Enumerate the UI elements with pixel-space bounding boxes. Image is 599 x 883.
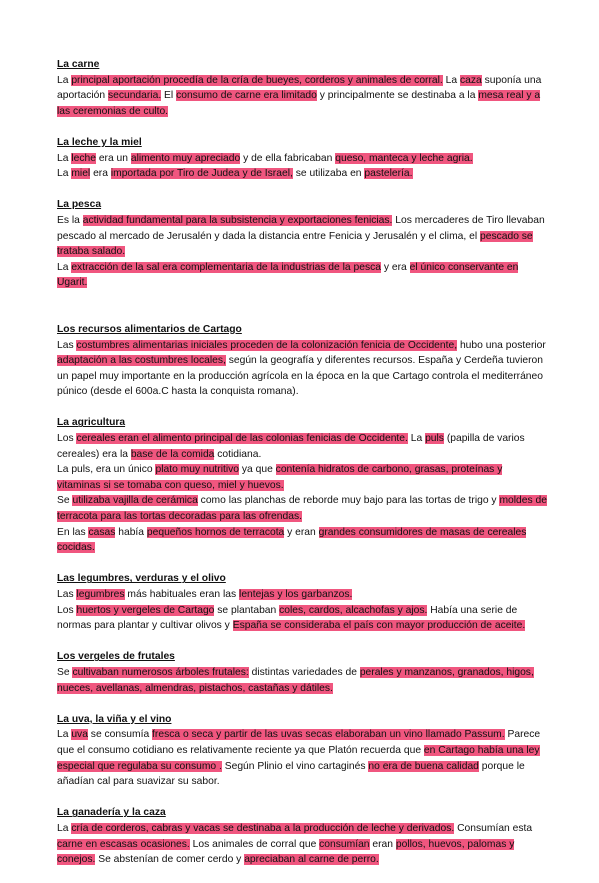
text-run: se consumía xyxy=(87,729,153,741)
text-run: se utilizaba en xyxy=(292,168,365,180)
highlighted-text: adaptación a las costumbres locales, xyxy=(57,355,226,367)
highlighted-text: mesa real y a las ceremonias de culto. xyxy=(57,90,541,117)
paragraph xyxy=(57,73,547,120)
highlighted-text: miel xyxy=(71,168,91,180)
highlighted-text: lentejas y los garbanzos. xyxy=(239,589,353,600)
paragraph xyxy=(57,431,547,462)
highlighted-text: legumbres xyxy=(76,589,125,600)
highlighted-text: utilizaba vajilla de cerámica xyxy=(72,495,198,507)
section xyxy=(57,805,547,867)
section xyxy=(57,571,547,633)
highlighted-text: cereales eran el alimento principal de las colonias fenicias de Occidente. xyxy=(76,433,408,445)
paragraph xyxy=(57,665,547,696)
text-run: Las xyxy=(57,589,77,600)
paragraph xyxy=(57,603,547,634)
text-run: Los animales de corral que xyxy=(189,838,320,850)
section-heading: La pesca xyxy=(57,199,102,211)
paragraph xyxy=(57,338,547,400)
text-run: Según Plinio el vino cartaginés xyxy=(221,760,369,772)
highlighted-text: plato muy nutritivo xyxy=(155,464,240,476)
section xyxy=(57,57,547,119)
text-run: Consumían esta xyxy=(454,822,533,834)
text-run: Las xyxy=(57,339,77,351)
paragraph xyxy=(57,727,547,789)
highlighted-text: importada por Tiro de Judea y de Israel, xyxy=(110,168,293,180)
text-run: más habituales eran las xyxy=(124,589,240,600)
highlighted-text: no era de buena calidad xyxy=(368,760,479,772)
highlighted-text: apreciaban al carne de perro. xyxy=(244,854,379,866)
text-run: según la geografía y diferentes recursos. España y Cerdeña tuvieron un papel muy importante en la producción agrícola en la época en la que Cartago controla el mediterráneo púnico (desde el 600a.C hasta la conquista romana). xyxy=(57,355,543,398)
highlighted-text: España se consideraba el país con mayor producción de aceite. xyxy=(232,620,526,632)
highlighted-text: en Cartago había una ley especial que regulaba su consumo . xyxy=(57,744,540,772)
text-run: La xyxy=(57,822,72,834)
highlighted-text: el único conservante en Ugarit. xyxy=(57,261,519,289)
text-run: La xyxy=(57,261,72,273)
paragraph xyxy=(57,587,547,603)
text-run: cotidiana. xyxy=(214,448,262,460)
highlighted-text: moldes de terracota para las tortas decoradas para las ofrendas. xyxy=(57,495,547,523)
highlighted-text: leche xyxy=(71,152,96,164)
text-run: La xyxy=(57,152,72,164)
highlighted-text: carne en escasas ocasiones. xyxy=(57,838,190,850)
section-heading: La uva, la viña y el vino xyxy=(57,713,172,725)
highlighted-text: extracción de la sal era complementaria de la industrias de la pesca xyxy=(71,261,381,273)
highlighted-text: consumo de carne era limitado xyxy=(176,90,317,102)
highlighted-text: grandes consumidores de masas de cereales cocidas. xyxy=(57,526,527,554)
highlighted-text: cría de corderos, cabras y vacas se destinaba a la producción de leche y derivados. xyxy=(71,822,455,834)
highlighted-text: coles, cardos, alcachofas y ajos. xyxy=(279,604,428,616)
highlighted-text: cultivaban numerosos árboles frutales: xyxy=(72,666,249,678)
text-run: ya que xyxy=(239,464,276,476)
text-run: Los xyxy=(57,604,77,616)
text-run: y de ella fabricaban xyxy=(240,152,336,164)
text-run: se plantaban xyxy=(214,604,280,616)
text-run: La puls, era un único xyxy=(57,464,156,476)
section xyxy=(57,415,547,555)
highlighted-text: casas xyxy=(88,526,116,538)
highlighted-text: consumían xyxy=(319,838,370,850)
section xyxy=(57,135,547,182)
text-run: La xyxy=(407,433,426,445)
text-run: Se abstenían de comer cerdo y xyxy=(95,854,245,866)
highlighted-text: caza xyxy=(459,74,482,86)
highlighted-text: costumbres alimentarias iniciales proceden de la colonización fenicia de Occidente, xyxy=(76,339,458,351)
text-run: La xyxy=(57,729,72,741)
section-heading: La agricultura xyxy=(57,417,126,429)
text-run: En las xyxy=(57,526,89,538)
text-run: Los xyxy=(57,433,77,445)
paragraph xyxy=(57,213,547,260)
highlighted-text: principal aportación procedía de la cría de bueyes, corderos y animales de corral. xyxy=(71,74,443,86)
section-heading: La ganadería y la caza xyxy=(57,807,166,819)
paragraph xyxy=(57,821,547,868)
document-page xyxy=(57,57,547,883)
paragraph xyxy=(57,525,547,556)
text-run: hubo una posterior xyxy=(457,339,546,351)
highlighted-text: pollos, huevos, palomas y conejos. xyxy=(57,838,515,866)
text-run: porque le añadían cal para suavizar su sabor. xyxy=(57,760,525,788)
highlighted-text: pescado se trataba salado. xyxy=(57,230,533,258)
text-run: eran xyxy=(369,838,396,850)
text-run: Se xyxy=(57,495,73,507)
section-heading: La leche y la miel xyxy=(57,136,142,148)
paragraph xyxy=(57,260,547,291)
section-heading: Los vergeles de frutales xyxy=(57,651,175,663)
text-run: La xyxy=(442,74,460,86)
highlighted-text: actividad fundamental para la subsistencia y exportaciones fenicias. xyxy=(82,214,393,226)
highlighted-text: contenía hidratos de carbono, grasas, proteínas y vitaminas si se tomaba con queso, miel y huevos. xyxy=(57,464,503,491)
section-heading: La carne xyxy=(57,59,100,70)
section xyxy=(57,322,547,400)
text-run: y eran xyxy=(284,526,319,538)
text-run: La xyxy=(57,168,72,180)
text-run: distintas variedades de xyxy=(248,666,360,678)
text-run: suponía una aportación xyxy=(57,74,542,102)
text-run: había xyxy=(115,526,147,538)
paragraph xyxy=(57,166,547,182)
text-run: Se xyxy=(57,666,73,678)
paragraph xyxy=(57,462,547,493)
section xyxy=(57,649,547,696)
highlighted-text: queso, manteca y leche agria. xyxy=(335,152,473,164)
text-run: Los mercaderes de Tiro llevaban pescado al mercado de Jerusalén y dada la distancia entre Fenicia y Jerusalén y el clima, el xyxy=(57,214,545,242)
text-run: (papilla de varios cereales) era la xyxy=(57,433,525,460)
highlighted-text: puls xyxy=(425,433,444,445)
text-run: Es la xyxy=(57,214,83,226)
highlighted-text: pastelería. xyxy=(364,168,413,180)
text-run: era xyxy=(90,168,111,180)
section xyxy=(57,712,547,790)
text-run: Parece que el consumo cotidiano es relativamente reciente ya que Platón recuerda que xyxy=(57,729,541,756)
text-run: Había una serie de normas para plantar y cultivar olivos y xyxy=(57,604,518,632)
text-run: El xyxy=(161,90,177,102)
text-run: y era xyxy=(380,261,410,273)
highlighted-text: base de la comida xyxy=(130,448,215,460)
text-run: y principalmente se destinaba a la xyxy=(316,90,479,102)
section xyxy=(57,197,547,291)
paragraph xyxy=(57,493,547,524)
highlighted-text: pequeños hornos de terracota xyxy=(146,526,285,538)
text-run: La xyxy=(57,74,72,86)
highlighted-text: fresca o seca y partir de las uvas secas elaboraban un vino llamado Passum. xyxy=(152,729,505,741)
highlighted-text: perales y manzanos, granados, higos, nueces, avellanas, almendras, pistachos, castañas y dátiles. xyxy=(57,666,534,694)
text-run: era un xyxy=(95,152,131,164)
highlighted-text: huertos y vergeles de Cartago xyxy=(76,604,215,616)
highlighted-text: alimento muy apreciado xyxy=(130,152,241,164)
section-heading: Las legumbres, verduras y el olivo xyxy=(57,573,226,585)
paragraph xyxy=(57,151,547,167)
section-heading: Los recursos alimentarios de Cartago xyxy=(57,323,242,335)
text-run: como las planchas de reborde muy bajo para las tortas de trigo y xyxy=(197,495,500,507)
highlighted-text: secundaria. xyxy=(107,90,162,102)
highlighted-text: uva xyxy=(71,729,88,741)
